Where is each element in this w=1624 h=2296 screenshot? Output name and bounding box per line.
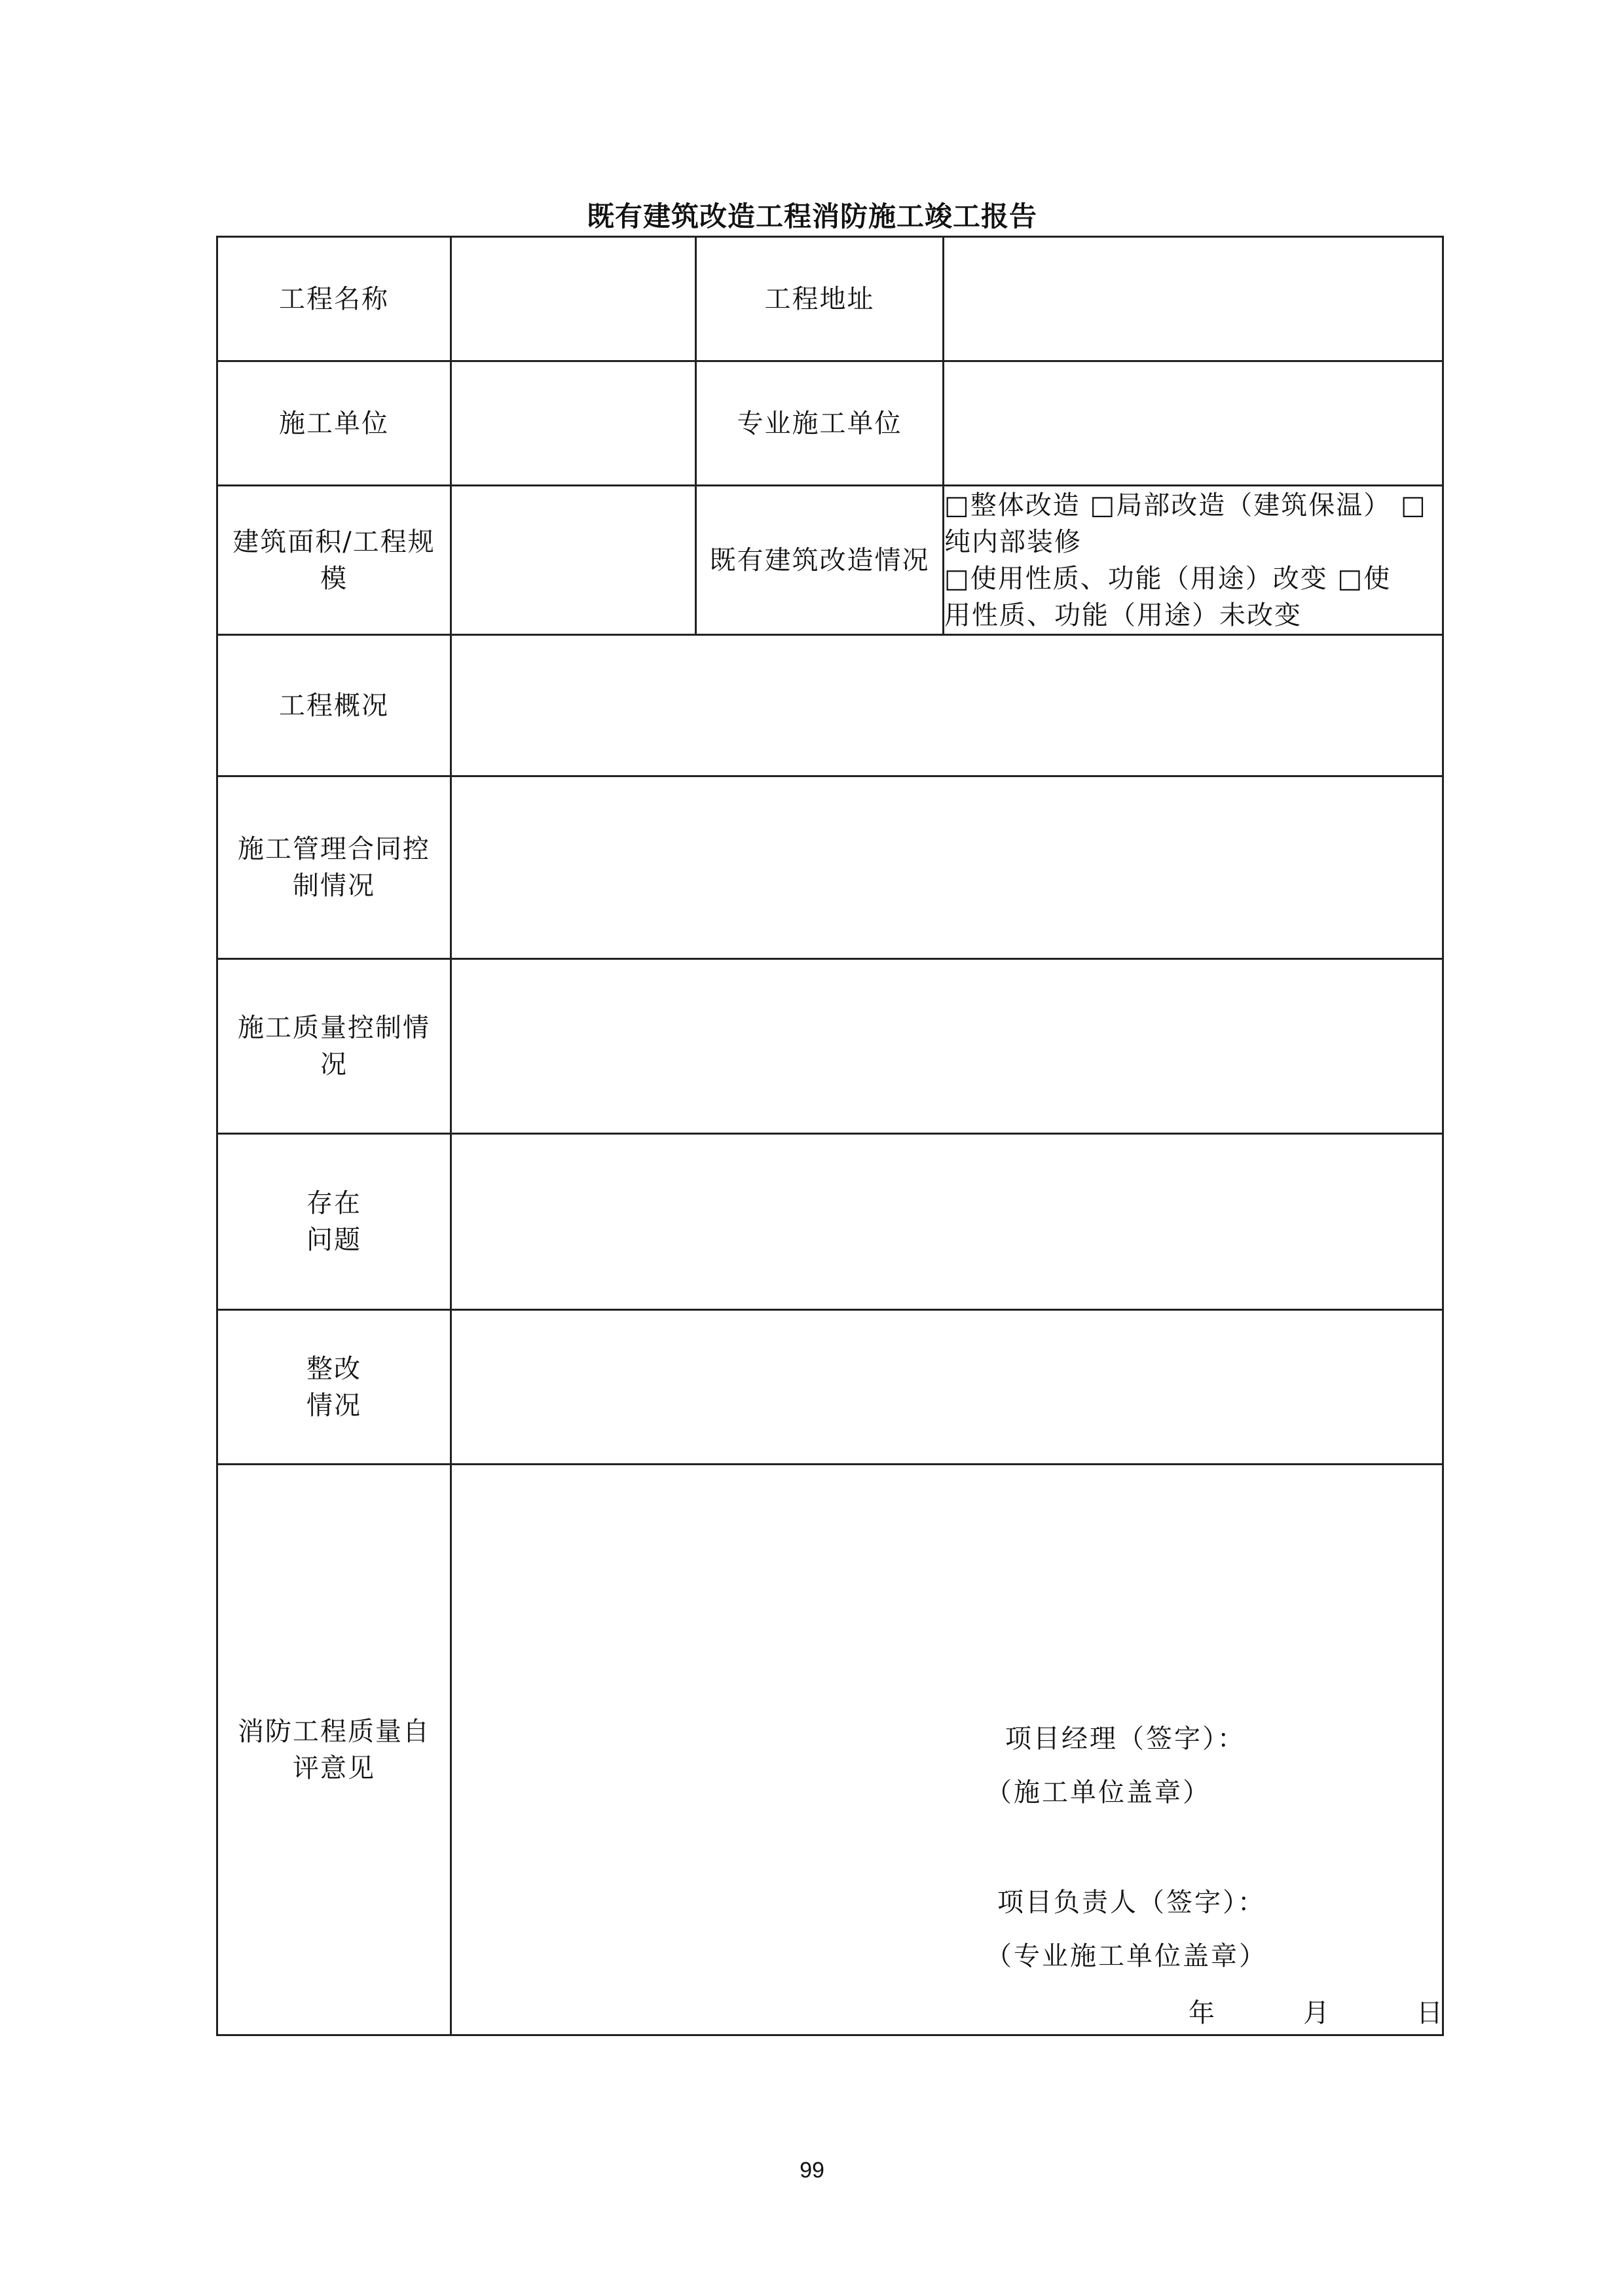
row-quality-control: [217, 959, 1443, 1134]
contract-control-label-line2: 制情况: [293, 871, 375, 901]
specialty-unit-seal[interactable]: （专业施工单位盖章）: [986, 1941, 1267, 1971]
building-area-field[interactable]: [451, 486, 696, 635]
issues-label-line2: 问题: [306, 1225, 361, 1255]
row-rectification: [217, 1310, 1443, 1465]
building-area-label-line2: 模: [320, 563, 348, 594]
row-issues: [217, 1134, 1443, 1310]
quality-control-field[interactable]: [451, 959, 1443, 1134]
date-day[interactable]: 日: [1416, 1998, 1444, 2028]
project-address-field[interactable]: [944, 237, 1443, 361]
project-name-field[interactable]: [451, 237, 696, 361]
building-area-label: [217, 486, 451, 635]
issues-field[interactable]: [451, 1134, 1443, 1310]
quality-control-label-line1: 施工质量控制情: [238, 1013, 430, 1043]
row-contract-control: [217, 776, 1443, 959]
self-evaluation-label-line1: 消防工程质量自: [238, 1716, 430, 1747]
issues-label-line1: 存在: [306, 1188, 361, 1218]
renovation-options[interactable]: [944, 486, 1443, 635]
row-self-evaluation: [217, 1465, 1443, 2035]
renovation-status-label: 既有建筑改造情况: [696, 486, 944, 635]
issues-label: [217, 1134, 451, 1310]
row-building-area: [217, 486, 1443, 635]
project-leader-signature[interactable]: 项目负责人（签字）：: [997, 1887, 1266, 1918]
renovation-option-line[interactable]: □使用性质、功能（用途）改变 □使: [944, 563, 1392, 594]
document-title: 既有建筑改造工程消防施工竣工报告: [586, 200, 1037, 232]
row-project-name: [217, 237, 1443, 361]
rectification-label-line2: 情况: [306, 1390, 361, 1421]
date-month[interactable]: 月: [1303, 1998, 1331, 2028]
rectification-label: [217, 1310, 451, 1465]
project-name-label: 工程名称: [217, 237, 451, 361]
self-evaluation-label-line2: 评意见: [293, 1753, 375, 1783]
self-evaluation-field[interactable]: [451, 1465, 1443, 2035]
contract-control-label-line1: 施工管理合同控: [238, 834, 430, 864]
rectification-label-line1: 整改: [306, 1353, 361, 1384]
construction-unit-label: 施工单位: [217, 361, 451, 486]
completion-report-table: [216, 236, 1444, 2036]
project-address-label: 工程地址: [696, 237, 944, 361]
page-number: 99: [800, 2158, 824, 2183]
overview-field[interactable]: [451, 635, 1443, 776]
specialty-unit-label: 专业施工单位: [696, 361, 944, 486]
quality-control-label: [217, 959, 451, 1134]
project-manager-signature[interactable]: 项目经理（签字）：: [1005, 1724, 1246, 1754]
building-area-label-line1: 建筑面积/工程规: [232, 526, 435, 557]
specialty-unit-field[interactable]: [944, 361, 1443, 486]
renovation-option-line[interactable]: 纯内部装修: [944, 526, 1082, 557]
row-construction-unit: [217, 361, 1443, 486]
date-year[interactable]: 年: [1189, 1998, 1216, 2028]
row-overview: [217, 635, 1443, 776]
construction-unit-seal[interactable]: （施工单位盖章）: [986, 1777, 1211, 1808]
construction-unit-field[interactable]: [451, 361, 696, 486]
renovation-option-line[interactable]: 用性质、功能（用途）未改变: [944, 600, 1302, 630]
self-evaluation-label: [217, 1465, 451, 2035]
rectification-field[interactable]: [451, 1310, 1443, 1465]
contract-control-label: [217, 776, 451, 959]
contract-control-field[interactable]: [451, 776, 1443, 959]
quality-control-label-line2: 况: [320, 1049, 348, 1080]
overview-label: 工程概况: [217, 635, 451, 776]
renovation-option-line[interactable]: □整体改造 □局部改造（建筑保温） □: [944, 490, 1427, 520]
